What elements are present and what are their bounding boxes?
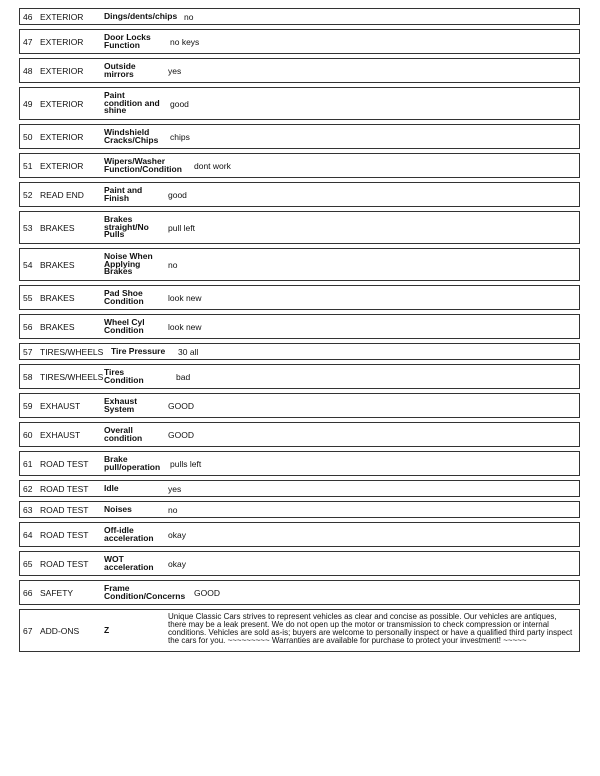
row-number: 50	[23, 131, 33, 142]
row-item: Dings/dents/chips	[104, 10, 178, 21]
table-row	[19, 153, 580, 178]
row-category: ROAD TEST	[40, 558, 89, 569]
row-number: 49	[23, 98, 33, 109]
row-category: SAFETY	[40, 587, 74, 598]
table-row	[19, 480, 580, 497]
row-value: 30 all	[178, 346, 199, 357]
row-value: look new	[168, 292, 202, 303]
row-item: Brake pull/operation	[104, 454, 161, 472]
table-row	[19, 451, 580, 476]
row-number: 62	[23, 483, 33, 494]
row-category: READ END	[40, 189, 84, 200]
table-row	[19, 580, 580, 605]
row-item: Outside mirrors	[104, 61, 136, 79]
row-disclaimer: Unique Classic Cars strives to represent vehicles as clear and concise as possible. Our vehicles are antiques, there may be a leak present. We do not open up the motor or transmission to check compression or internal conditions. Vehicles are sold as-is; buyers are welcome to personally inspect or have a qualified third party inspect the cars for you. ~~~~~~~~~ Warranties are available for purchase to protect your investment! ~~~~~	[168, 612, 573, 645]
row-value: okay	[168, 529, 186, 540]
table-row	[19, 501, 580, 518]
row-number: 53	[23, 222, 33, 233]
row-category: BRAKES	[40, 321, 75, 332]
row-category: ADD-ONS	[40, 625, 80, 636]
row-number: 51	[23, 160, 33, 171]
row-item: Brakes straight/No Pulls	[104, 214, 149, 240]
table-row	[19, 285, 580, 310]
row-category: EXHAUST	[40, 429, 81, 440]
row-value: good	[170, 98, 189, 109]
row-item: WOT acceleration	[104, 554, 154, 572]
row-category: EXTERIOR	[40, 11, 84, 22]
row-number: 57	[23, 346, 33, 357]
row-item: Wheel Cyl Condition	[104, 317, 145, 335]
row-value: good	[168, 189, 187, 200]
row-category: EXTERIOR	[40, 36, 84, 47]
row-item: Tires Condition	[104, 367, 144, 385]
row-item: Exhaust System	[104, 396, 138, 414]
row-value: yes	[168, 65, 182, 76]
table-row	[19, 87, 580, 120]
row-item: Pad Shoe Condition	[104, 288, 144, 306]
table-row	[19, 182, 580, 207]
row-item: Noise When Applying Brakes	[104, 251, 153, 277]
row-number: 67	[23, 625, 33, 636]
row-number: 65	[23, 558, 33, 569]
row-number: 48	[23, 65, 33, 76]
row-number: 55	[23, 292, 33, 303]
row-item: Noises	[104, 503, 132, 514]
table-row	[19, 551, 580, 576]
table-row	[19, 609, 580, 652]
row-value: pulls left	[170, 458, 202, 469]
row-item: Tire Pressure	[111, 345, 166, 356]
inspection-table	[19, 8, 580, 656]
row-value: GOOD	[168, 429, 194, 440]
row-number: 52	[23, 189, 33, 200]
table-row	[19, 343, 580, 360]
row-item: Idle	[104, 482, 119, 493]
row-item: Door Locks Function	[104, 32, 151, 50]
row-item: Overall condition	[104, 425, 143, 443]
row-number: 47	[23, 36, 33, 47]
row-value: dont work	[194, 160, 231, 171]
row-value: GOOD	[194, 587, 220, 598]
table-row	[19, 522, 580, 547]
row-item: Off-idle acceleration	[104, 525, 154, 543]
row-category: BRAKES	[40, 259, 75, 270]
row-category: TIRES/WHEELS	[40, 371, 104, 382]
row-category: ROAD TEST	[40, 483, 89, 494]
table-row	[19, 248, 580, 281]
table-row	[19, 364, 580, 389]
row-number: 54	[23, 259, 33, 270]
row-number: 58	[23, 371, 33, 382]
row-value: no	[168, 504, 178, 515]
row-number: 64	[23, 529, 33, 540]
row-value: chips	[170, 131, 190, 142]
row-category: ROAD TEST	[40, 504, 89, 515]
row-item: Windshield Cracks/Chips	[104, 127, 159, 145]
row-value: yes	[168, 483, 182, 494]
row-category: EXTERIOR	[40, 65, 84, 76]
row-value: GOOD	[168, 400, 194, 411]
table-row	[19, 29, 580, 54]
row-category: EXTERIOR	[40, 131, 84, 142]
table-row	[19, 124, 580, 149]
row-category: TIRES/WHEELS	[40, 346, 104, 357]
row-value: okay	[168, 558, 186, 569]
table-row	[19, 8, 580, 25]
row-value: no keys	[170, 36, 200, 47]
table-row	[19, 314, 580, 339]
row-category: EXHAUST	[40, 400, 81, 411]
row-value: bad	[176, 371, 191, 382]
row-item: Paint and Finish	[104, 185, 143, 203]
row-number: 56	[23, 321, 33, 332]
table-row	[19, 211, 580, 244]
table-row	[19, 422, 580, 447]
row-number: 46	[23, 11, 33, 22]
row-number: 61	[23, 458, 33, 469]
table-row	[19, 393, 580, 418]
row-number: 59	[23, 400, 33, 411]
row-item: Z	[104, 624, 110, 635]
row-value: look new	[168, 321, 202, 332]
row-category: EXTERIOR	[40, 98, 84, 109]
table-row	[19, 58, 580, 83]
row-category: EXTERIOR	[40, 160, 84, 171]
row-category: ROAD TEST	[40, 458, 89, 469]
row-value: pull left	[168, 222, 195, 233]
row-item: Wipers/Washer Function/Condition	[104, 156, 182, 174]
row-category: BRAKES	[40, 292, 75, 303]
row-item: Frame Condition/Concerns	[104, 583, 186, 601]
row-value: no	[184, 11, 194, 22]
row-category: ROAD TEST	[40, 529, 89, 540]
row-value: no	[168, 259, 178, 270]
row-category: BRAKES	[40, 222, 75, 233]
row-number: 60	[23, 429, 33, 440]
row-number: 66	[23, 587, 33, 598]
row-number: 63	[23, 504, 33, 515]
row-item: Paint condition and shine	[104, 90, 160, 116]
